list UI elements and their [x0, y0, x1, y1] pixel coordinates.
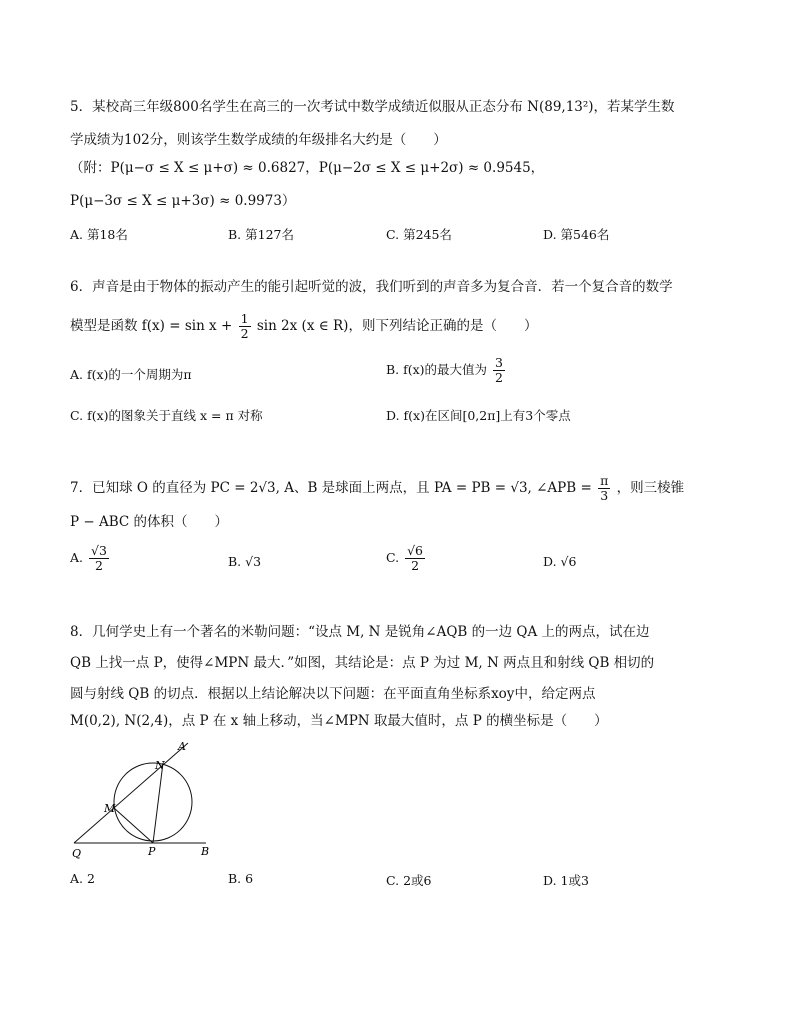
label-m: M	[104, 802, 116, 815]
q5-option-a: A. 第18名	[70, 227, 128, 242]
q6-fraction-den: 2	[240, 326, 249, 341]
q6-option-b-den: 2	[495, 370, 503, 385]
q5-line-1: 5．某校高三年级800名学生在高三的一次考试中数学成绩近似服从正态分布 N(89,13²)，若某学生数	[70, 99, 675, 115]
q6-option-b-num: 3	[495, 355, 503, 370]
q7-option-a-fraction	[89, 544, 109, 573]
q8-line-1: 8．几何学史上有一个著名的米勒问题：“设点 M, N 是锐角∠AQB 的一边 QA 上的两点，试在边	[70, 624, 650, 640]
q8-option-a: A. 2	[70, 871, 95, 886]
q8-option-d: D. 1或3	[543, 873, 589, 888]
q7-line-1	[70, 474, 730, 503]
q5-line-3: （附：P(μ−σ ≤ X ≤ μ+σ) ≈ 0.6827，P(μ−2σ ≤ X ≤ μ+2σ) ≈ 0.9545，	[70, 160, 545, 176]
q6-line-2-pre: 模型是函数 f(x) = sin x +	[70, 318, 233, 334]
q7-option-a-num: √3	[91, 543, 107, 558]
q5-line-2: 学成绩为102分，则该学生数学成绩的年级排名大约是（ ）	[70, 132, 447, 148]
q5-option-d: D. 第546名	[543, 227, 610, 242]
q8-option-c: C. 2或6	[386, 873, 432, 888]
label-b: B	[201, 845, 210, 858]
q7-option-c-num: √6	[407, 543, 423, 558]
q7-option-c-den: 2	[411, 558, 420, 573]
label-n: N	[155, 759, 165, 772]
q6-option-d: D. f(x)在区间[0,2π]上有3个零点	[386, 408, 571, 423]
q7-option-a-den: 2	[94, 558, 103, 573]
q7-fraction-den: 3	[600, 488, 609, 503]
segment-pm	[114, 808, 153, 843]
q8-line-4: M(0,2), N(2,4)，点 P 在 x 轴上移动，当∠MPN 取最大值时，点 P 的横坐标是（ ）	[70, 713, 608, 729]
q7-line-2: P − ABC 的体积（ ）	[70, 514, 229, 530]
q6-line-2-post: sin 2x (x ∈ R)，则下列结论正确的是（ ）	[256, 318, 538, 334]
q7-option-a	[70, 544, 111, 573]
q5-line-4: P(μ−3σ ≤ X ≤ μ+3σ) ≈ 0.9973）	[70, 193, 296, 209]
q5-option-b: B. 第127名	[228, 227, 294, 242]
q8-option-b: B. 6	[228, 871, 254, 886]
tangent-circle	[114, 763, 192, 841]
q6-option-b-fraction	[493, 356, 505, 385]
q7-line-1-pre: 7．已知球 O 的直径为 PC = 2√3, A、B 是球面上两点，且 PA = PB = √3, ∠APB =	[70, 480, 592, 496]
q7-option-c-fraction	[405, 544, 425, 573]
q8-line-3: 圆与射线 QB 的切点．根据以上结论解决以下问题：在平面直角坐标系xoy中，给定两点	[70, 686, 596, 702]
q7-fraction-pi-3	[598, 474, 610, 503]
miller-problem-diagram	[66, 738, 226, 862]
q5-option-c: C. 第245名	[386, 227, 452, 242]
q7-option-c-letter: C.	[386, 550, 400, 565]
q6-fraction-num: 1	[240, 311, 249, 326]
label-a: A	[178, 740, 186, 753]
q7-fraction-num: π	[600, 473, 609, 488]
q6-option-b-pre: B. f(x)的最大值为	[386, 362, 488, 377]
q6-line-2	[70, 312, 730, 341]
q7-option-a-letter: A.	[70, 550, 84, 565]
q6-option-b	[386, 356, 507, 385]
q7-line-1-post: ，则三棱锥	[616, 480, 685, 496]
q6-line-1: 6．声音是由于物体的振动产生的能引起听觉的波，我们听到的声音多为复合音．若一个复合音的数学	[70, 279, 673, 295]
q7-option-b: B. √3	[228, 554, 262, 569]
q6-option-a: A. f(x)的一个周期为π	[70, 367, 192, 382]
q7-option-c	[386, 544, 427, 573]
label-q: Q	[72, 847, 82, 860]
q6-option-c: C. f(x)的图象关于直线 x = π 对称	[70, 408, 263, 423]
q8-line-2: QB 上找一点 P，使得∠MPN 最大．”如图，其结论是：点 P 为过 M, N 两点且和射线 QB 相切的	[70, 655, 655, 671]
q6-fraction-half	[239, 312, 251, 341]
segment-pn	[153, 763, 163, 843]
q7-option-d: D. √6	[543, 554, 577, 569]
ray-qa	[74, 743, 188, 843]
label-p: P	[148, 845, 156, 858]
